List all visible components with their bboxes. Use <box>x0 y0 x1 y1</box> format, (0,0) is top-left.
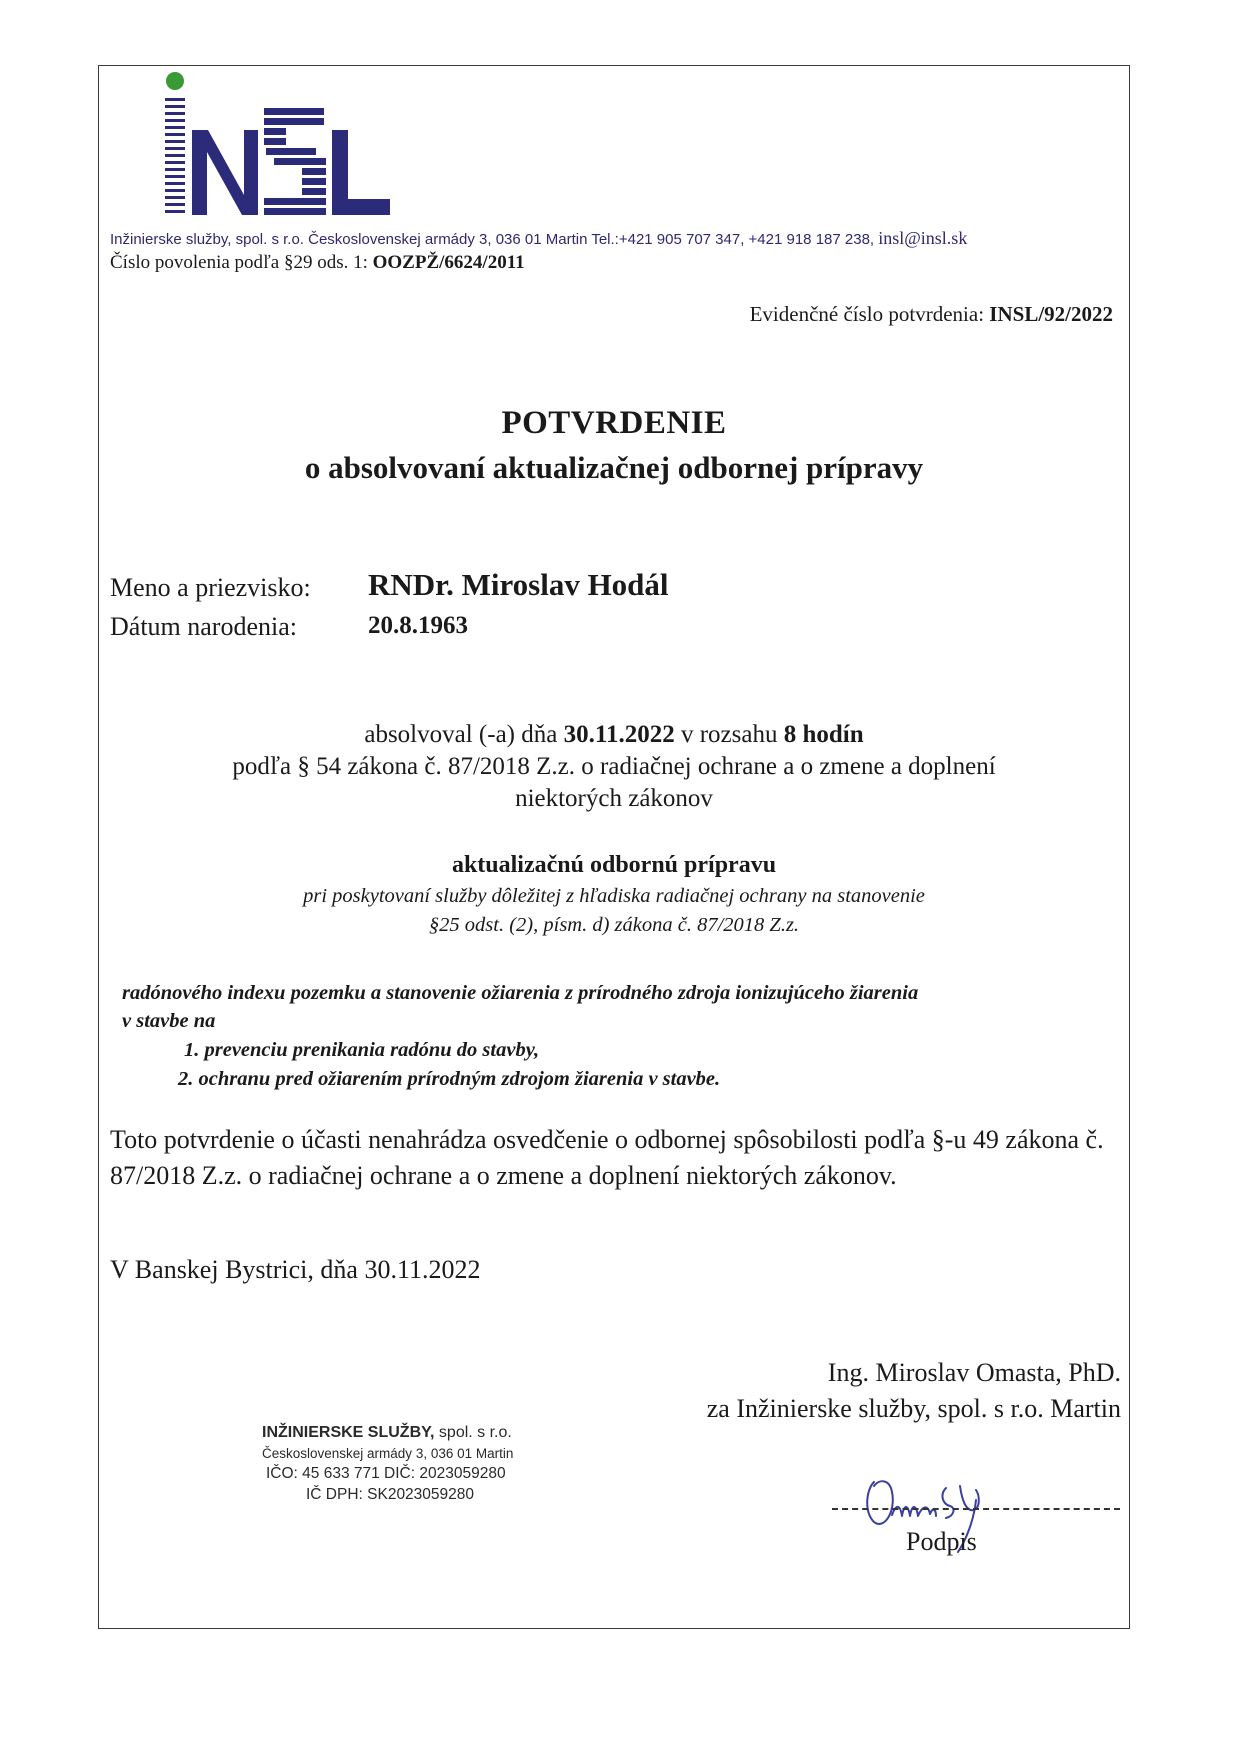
record-label: Evidenčné číslo potvrdenia: <box>749 302 985 326</box>
stamp-vat: IČ DPH: SK2023059280 <box>306 1486 475 1503</box>
completion-hours: 8 hodín <box>783 721 864 748</box>
stamp-address: Československej armády 3, 036 01 Martin <box>262 1446 514 1461</box>
stamp-company-form: spol. s r.o. <box>438 1424 512 1441</box>
person-dob: 20.8.1963 <box>368 612 468 639</box>
permit-number: OOZPŽ/6624/2011 <box>372 252 525 273</box>
record-number-line <box>750 302 1113 327</box>
company-stamp <box>262 1424 552 1504</box>
scope-line2: v stavbe na <box>122 1010 216 1032</box>
document-subtitle: o absolvovaní aktualizačnej odbornej prípravy <box>304 450 924 485</box>
scope-item-1: 1. prevenciu prenikania radónu do stavby, <box>184 1039 540 1061</box>
completion-date: 30.11.2022 <box>563 721 675 748</box>
training-desc-line2: §25 odst. (2), písm. d) zákona č. 87/2018 Z.z. <box>428 914 800 936</box>
signature-label: Podpis <box>906 1527 977 1556</box>
signatory-company: za Inžinierske služby, spol. s r.o. Martin <box>706 1394 1121 1423</box>
stamp-ids: IČO: 45 633 771 DIČ: 2023059280 <box>266 1465 506 1482</box>
record-number: INSL/92/2022 <box>989 302 1113 326</box>
dob-label: Dátum narodenia: <box>110 612 297 641</box>
signature-line <box>832 1508 1120 1510</box>
training-desc-line1: pri poskytovaní služby dôležitej z hľadiska radiačnej ochrany na stanovenie <box>303 885 925 907</box>
stamp-company-name: INŽINIERSKE SLUŽBY, <box>262 1424 435 1441</box>
person-name: RNDr. Miroslav Hodál <box>368 567 669 602</box>
notice-paragraph: Toto potvrdenie o účasti nenahrádza osvedčenie o odbornej spôsobilosti podľa §-u 49 zákona č. 87/2018 Z.z. o radiačnej ochrane a o zmene a doplnení niektorých zákonov. <box>110 1125 1104 1190</box>
permit-label: Číslo povolenia podľa §29 ods. 1: <box>110 252 368 273</box>
scope-item-2: 2. ochranu pred ožiarením prírodným zdrojom žiarenia v stavbe. <box>178 1068 721 1090</box>
scope-line1: radónového indexu pozemku a stanovenie ožiarenia z prírodného zdroja ionizujúceho žiarenia <box>122 982 919 1004</box>
signatory-name: Ing. Miroslav Omasta, PhD. <box>827 1358 1121 1387</box>
company-email: insl@insl.sk <box>878 228 968 248</box>
completion-line: absolvoval (-a) dňa 30.11.2022 v rozsahu 8 hodín <box>364 721 864 748</box>
place-date: V Banskej Bystrici, dňa 30.11.2022 <box>110 1255 481 1284</box>
document-title: POTVRDENIE <box>501 405 727 441</box>
law-reference-line1: podľa § 54 zákona č. 87/2018 Z.z. o radiačnej ochrane a o zmene a doplnení <box>232 753 996 780</box>
company-address: Inžinierske služby, spol. s r.o. Československej armády 3, 036 01 Martin Tel.:+421 905 707 347, +421 918 187 238, <box>110 231 875 248</box>
training-heading: aktualizačnú odbornú prípravu <box>451 852 777 878</box>
company-contact-line <box>110 228 967 249</box>
insl-logo <box>162 70 392 222</box>
permit-line <box>110 252 525 274</box>
name-label: Meno a priezvisko: <box>110 573 311 602</box>
law-reference-line2: niektorých zákonov <box>515 785 713 812</box>
